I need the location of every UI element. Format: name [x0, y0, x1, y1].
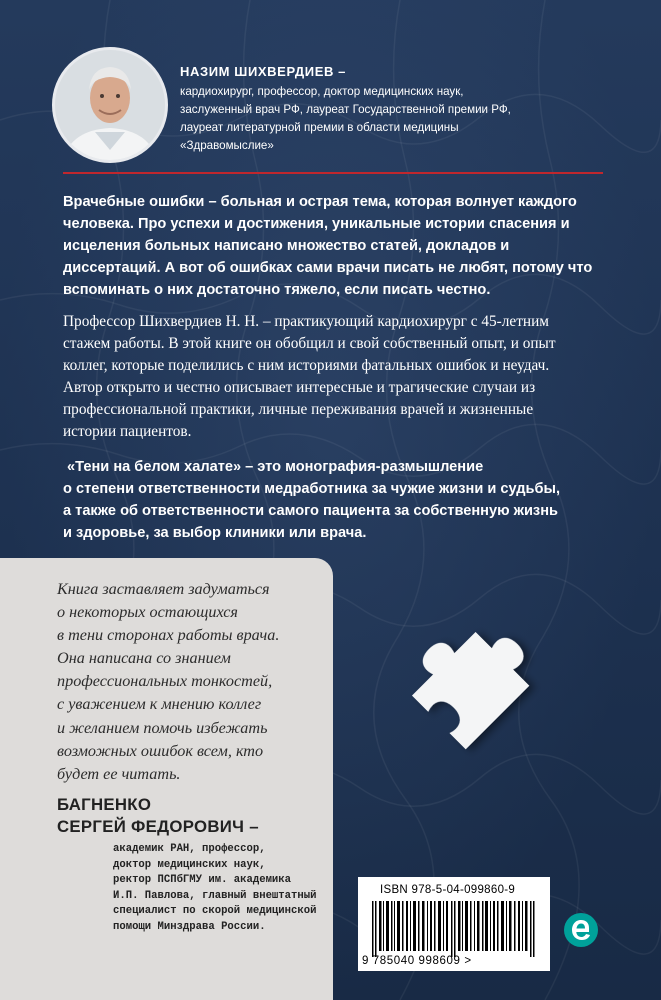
quote-line: Книга заставляет задуматься — [57, 580, 270, 598]
text-line: стажем работы. В этой книге он обобщил и свой собственный опыт, и опыт — [63, 335, 556, 352]
red-divider — [63, 172, 603, 174]
author-credential: кардиохирург, профессор, доктор медицинских наук, — [180, 85, 464, 98]
barcode-bars — [372, 901, 538, 957]
credential-line: академик РАН, профессор, — [113, 843, 266, 855]
text-line: о степени ответственности медработника за чужие жизни и судьбы, — [63, 481, 561, 497]
reviewer-given-name: СЕРГЕЙ ФЕДОРОВИЧ – — [57, 817, 259, 836]
text-line: и здоровье, за выбор клиники или врача. — [63, 525, 367, 541]
text-line: Автор открыто и честно описывает интересные и трагические случаи из — [63, 379, 536, 396]
author-name: НАЗИМ ШИХВЕРДИЕВ – — [180, 64, 347, 79]
text-line: Врачебные ошибки – больная и острая тема, которая волнует каждого — [63, 194, 577, 210]
barcode-digits: 9 785040 998609 > — [362, 955, 472, 967]
review-quote — [57, 578, 327, 786]
quote-line: и желанием помочь избежать — [57, 718, 268, 737]
highlight-paragraph — [63, 456, 643, 544]
text-line: профессиональной практики, личные переживания врачей и жизненные — [63, 401, 534, 418]
text-line: человека. Про успехи и достижения, уникальные истории спасения и — [63, 216, 570, 232]
author-credential: лауреат литературной премии в области медицины — [180, 121, 459, 134]
publisher-logo-icon — [563, 912, 599, 948]
credential-line: ректор ПСПбГМУ им. академика — [113, 874, 292, 886]
quote-line: с уважением к мнению коллег — [57, 695, 262, 714]
text-line: «Тени на белом халате» – это монография-размышление — [63, 459, 484, 475]
text-line: истории пациентов. — [63, 423, 192, 440]
reviewer-name — [57, 794, 259, 838]
quote-line: будет ее читать. — [57, 764, 181, 783]
credential-line: И.П. Павлова, главный внештатный — [113, 889, 317, 902]
puzzle-piece-illustration — [380, 600, 550, 770]
lead-paragraph — [63, 191, 623, 301]
quote-line: в тени сторонах работы врача. — [57, 626, 280, 645]
author-info — [180, 64, 640, 155]
text-line: Профессор Шихвердиев Н. Н. – практикующий кардиохирург с 45-летним — [63, 313, 549, 330]
text-line: вспоминать о них достаточно тяжело, если писать честно. — [63, 282, 491, 298]
isbn-barcode — [358, 877, 550, 971]
reviewer-surname: БАГНЕНКО — [57, 795, 152, 814]
text-line: диссертаций. А вот об ошибках сами врачи писать не любят, потому что — [63, 260, 593, 276]
body-paragraph — [63, 311, 643, 443]
reviewer-credentials — [113, 842, 328, 935]
credential-line: специалист по скорой медицинской — [113, 905, 317, 917]
quote-line: профессиональных тонкостей, — [57, 672, 273, 691]
credential-line: доктор медицинских наук, — [113, 858, 266, 871]
text-line: коллег, которые поделились с ним историями фатальных ошибок и неудач. — [63, 357, 550, 374]
author-photo — [52, 47, 168, 163]
text-line: исцеления больных написано множество статей, докладов и — [63, 238, 510, 254]
quote-line: о некоторых остающихся — [57, 603, 238, 622]
isbn-number: ISBN 978-5-04-099860-9 — [380, 884, 516, 896]
credential-line: помощи Минздрава России. — [113, 920, 266, 933]
quote-line: Она написана со знанием — [57, 649, 231, 668]
quote-line: возможных ошибок всем, кто — [57, 741, 264, 760]
author-credential: заслуженный врач РФ, лауреат Государственной премии РФ, — [180, 103, 511, 116]
text-line: а также об ответственности самого пациента за собственную жизнь — [63, 503, 558, 519]
author-credential: «Здравомыслие» — [180, 139, 274, 152]
